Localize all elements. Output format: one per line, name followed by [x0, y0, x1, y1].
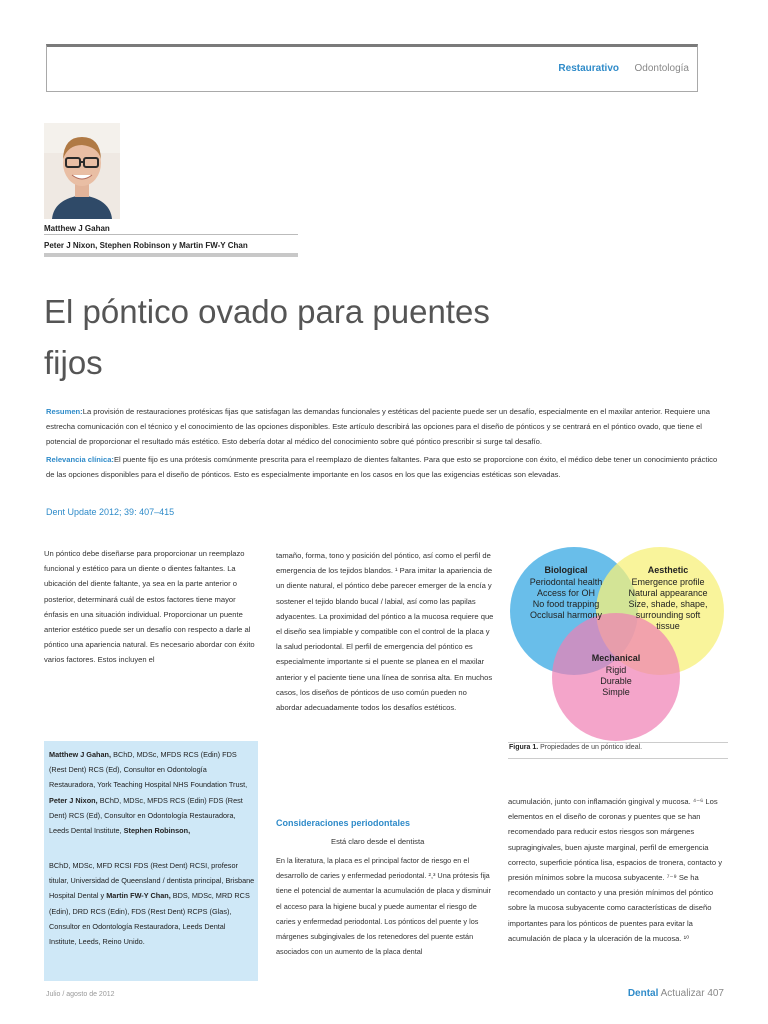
summary-label: Resumen:	[46, 407, 83, 416]
venn-item: Durable	[600, 676, 632, 686]
journal-brand-sub: Actualizar	[660, 988, 705, 999]
venn-item: No food trapping	[532, 599, 600, 609]
abstract	[46, 404, 721, 484]
venn-item: Natural appearance	[628, 588, 708, 598]
venn-item: Periodontal health	[529, 577, 603, 587]
venn-item: tissue	[656, 621, 680, 631]
bio-detail: BChD, MDSc, MFD RCSI FDS (Rest Dent) RCSI, profesor titular, Universidad de Queensland / dentista principal, Brisbane	[49, 861, 255, 886]
body-column-3: acumulación, junto con inflamación gingival y mucosa. ⁴⁻⁶ Los elementos en el diseño de coronas y puentes que se han recomendado para reducir estos riesgos son márgenes supragingivales, buen ajuste marginal, perfil de emergencia correcto, superficie póntica lisa, espacios de tronera, contacto y presión mínimos sobre la mucosa subyacente. ⁷⁻⁹ Se ha recomendado un contacto y una presión mínimos del póntico sobre la mucosa subyacente como características de diseño importantes para los pónticos de puentes para evitar la acumulación de placa y la ulceración de la mucosa. ¹⁰	[508, 797, 723, 943]
page-number: 407	[707, 988, 724, 999]
divider	[44, 234, 298, 235]
summary-text: La provisión de restauraciones protésicas fijas que satisfagan las demandas funcionales y estéticas del paciente puede ser un desafío, especialmente en el maxilar anterior. Requiere una estrecha comunicación con el técnico y el conocimiento de las opciones disponibles. Este artículo describirá las opciones para el diseño de pónticos y se centrará en el póntico ovado, que tiene el potencial de proporcionar el resultado más estético. Esto debería dotar al médico del conocimiento sobre qué póntico prescribir si surge tal desafío.	[46, 407, 710, 447]
page-footer	[628, 988, 724, 999]
venn-title: Biological	[544, 565, 588, 575]
title-line-2: fijos	[44, 344, 103, 381]
divider	[508, 742, 728, 743]
section-label: Restaurativo	[558, 63, 619, 74]
bio-text-upper	[49, 747, 255, 838]
bio-detail: BChD, MDSc, MFDS RCS (Edin) FDS (Rest Dent) RCS (Ed), Consultor en Odontología Restauradora, Leeds Dental Institute,	[49, 795, 243, 836]
body-column-1: Un póntico debe diseñarse para proporcionar un reemplazo funcional y estético para un diente o dientes faltantes. La ubicación del diente faltante, ya sea en la parte anterior o posterior, determinará cuál de estos factores tiene mayor énfasis en una situación individual. Proporcionar un puente anterior estético puede ser un desafío con respecto a darle al póntico una apariencia natural. Es necesario abordar con éxito varios factores. Estos incluyen el	[44, 549, 255, 665]
venn-item: Access for OH	[536, 588, 596, 598]
venn-diagram	[504, 537, 726, 743]
caption-label: Figura 1.	[509, 744, 539, 751]
venn-item: Simple	[602, 687, 630, 697]
abstract-summary	[46, 404, 721, 450]
venn-item: Occlusal harmony	[529, 610, 603, 620]
venn-title: Mechanical	[591, 653, 641, 663]
section-heading: Consideraciones periodontales	[276, 818, 411, 828]
bio-detail: BChD, MDSc, MFDS RCS (Edin) FDS (Rest Dent) RCS (Ed), Consultor en Odontología Restauradora, York Teaching Hospital NHS Foundation Trust,	[49, 750, 248, 790]
relevance-label: Relevancia clínica:	[46, 454, 114, 464]
section-subheading: Está claro desde el dentista	[331, 837, 425, 846]
bio-name: Martin FW-Y Chan,	[106, 891, 171, 901]
divider	[44, 253, 298, 257]
bio-name: Matthew J Gahan,	[49, 750, 112, 759]
venn-item: Size, shade, shape,	[628, 599, 708, 609]
article-title	[44, 286, 604, 388]
coauthor-names: Peter J Nixon, Stephen Robinson y Martin FW-Y Chan	[44, 241, 248, 250]
section-body: En la literatura, la placa es el principal factor de riesgo en el desarrollo de caries y enfermedad periodontal. ²,³ Una prótesis fija tiene el potencial de aumentar la acumulación de placa y disminuir el acceso para la higiene bucal y puede aumentar el riesgo de caries y enfermedad periodontal. Los pónticos del puente y los márgenes subgingivales de los retenedores del puente están asociados con un aumento de la placa dental	[276, 856, 491, 957]
venn-item: Rigid	[605, 665, 627, 675]
bio-detail: BDS, MDSc, MRD RCS (Edin), DRD RCS (Edin), FDS (Rest Dent) RCPS (Glas), Consultor en Odontología Restauradora, Leeds Dental Institute, Leeds, Reino Unido.	[49, 891, 250, 947]
divider	[508, 758, 728, 759]
author-bio-box	[44, 741, 258, 981]
bio-text-lower	[49, 858, 255, 949]
bio-detail: Hospital Dental y	[49, 891, 107, 901]
author-photo	[44, 123, 120, 219]
relevance-text: El puente fijo es una prótesis comúnmente prescrita para el reemplazo de dientes faltantes. Para que esto se proporcione con éxito, el médico debe tener un conocimiento práctico de las opciones disponibles para el diseño de pónticos. Esto es especialmente importante en los casos en los que las exigencias estéticas son elevadas.	[46, 454, 718, 479]
venn-item: surrounding soft	[635, 610, 701, 620]
bio-name: Stephen Robinson,	[123, 826, 191, 836]
caption-text: Propiedades de un póntico ideal.	[538, 744, 643, 751]
venn-title: Aesthetic	[647, 565, 689, 575]
journal-header	[46, 44, 698, 92]
issue-date: Julio / agosto de 2012	[46, 991, 115, 998]
body-column-2: tamaño, forma, tono y posición del póntico, así como el perfil de emergencia de los tejidos blandos. ¹ Para imitar la apariencia de un diente natural, el póntico debe parecer emerger de la encía y sostener el tejido blando bucal / labial, así como las papilas adyacentes. La proximidad del póntico a la mucosa requiere que el diseño sea limpiable y compatible con el control de la placa y la salud periodontal. El perfil de emergencia del póntico es especialmente importante si el puente se planea en el maxilar anterior y el paciente tiene una línea de sonrisa alta. En muchos casos, los diseños de pónticos de uso común pueden no abordar adecuadamente todos los desafíos estéticos.	[276, 551, 494, 713]
title-line-1: El póntico ovado para puentes	[44, 293, 490, 330]
bio-name: Peter J Nixon,	[49, 795, 98, 805]
subsection-label: Odontología	[634, 63, 689, 74]
clinical-relevance	[46, 452, 721, 482]
citation: Dent Update 2012; 39: 407–415	[46, 507, 175, 517]
author-name: Matthew J Gahan	[44, 224, 110, 233]
journal-brand: Dental	[627, 988, 659, 999]
venn-item: Emergence profile	[631, 577, 705, 587]
figure-caption	[509, 744, 642, 751]
